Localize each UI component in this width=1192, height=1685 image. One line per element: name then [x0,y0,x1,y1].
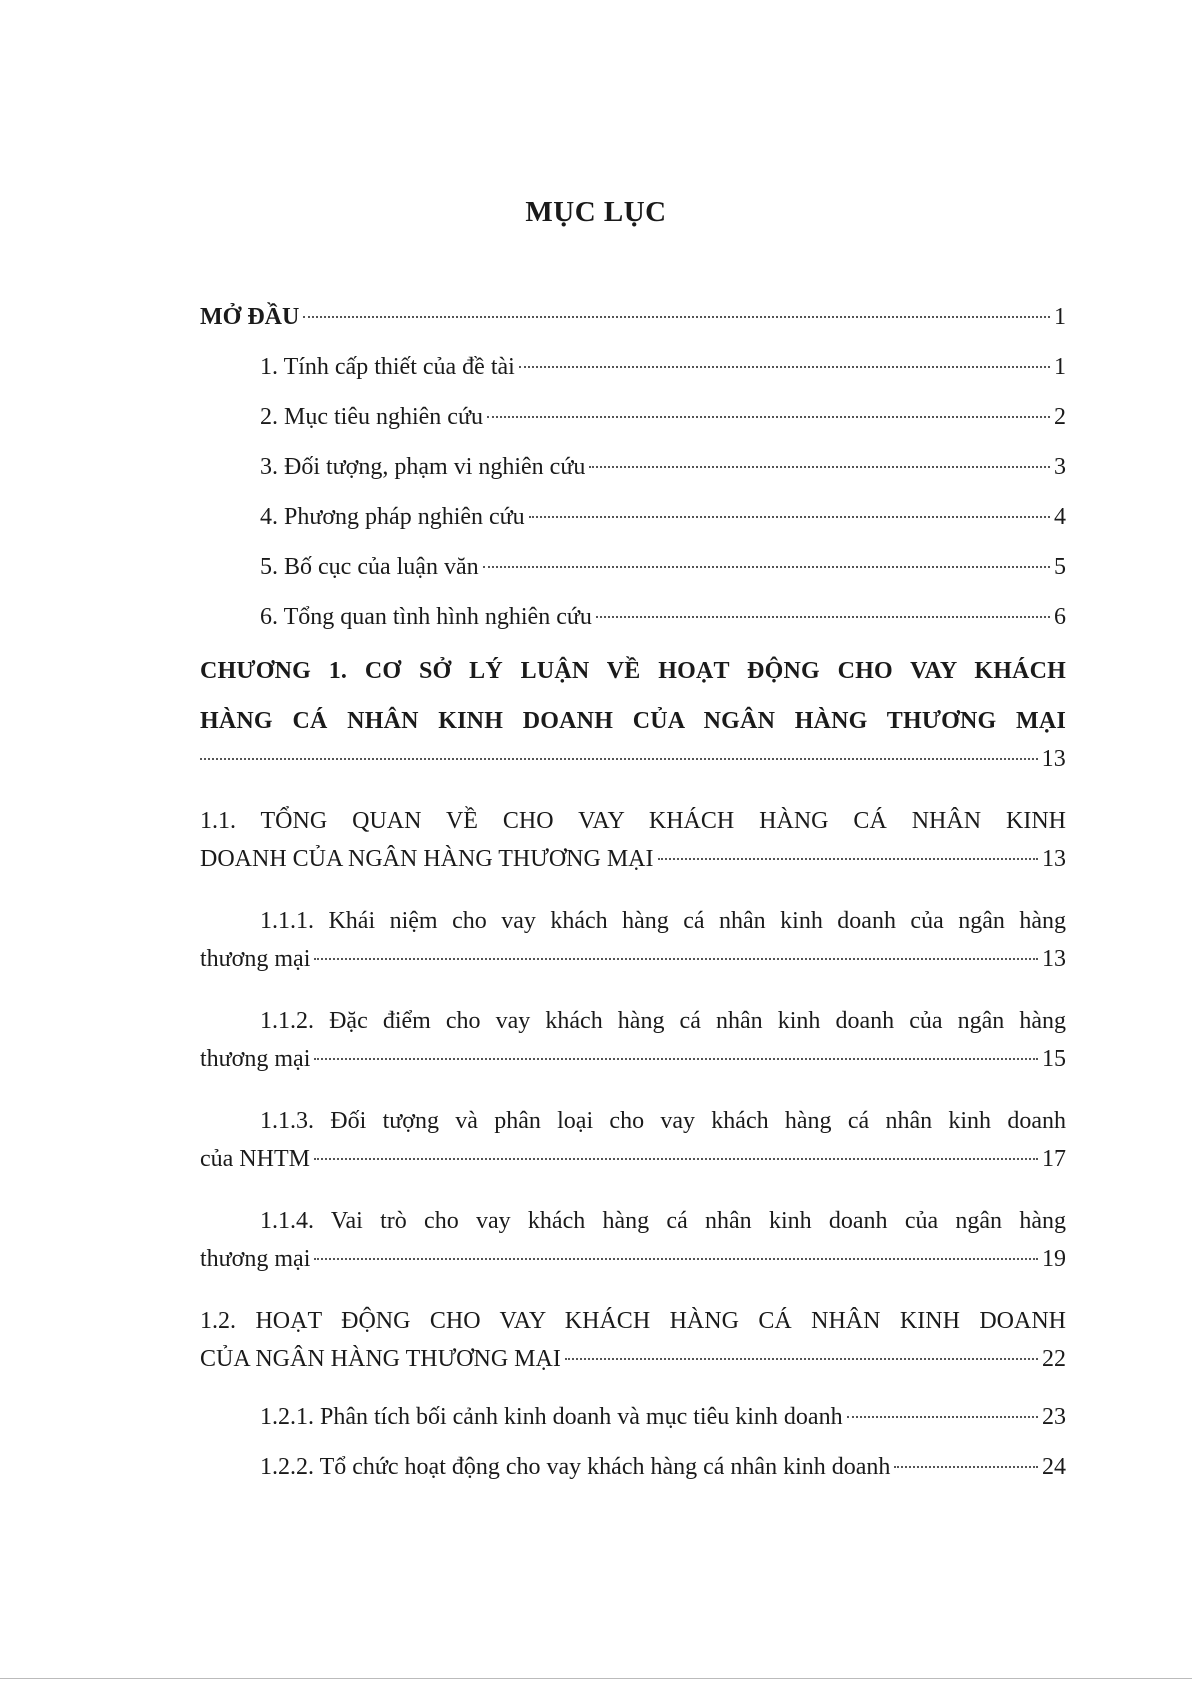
toc-page-number: 15 [1042,1046,1066,1072]
toc-entry-text-line2: DOANH CỦA NGÂN HÀNG THƯƠNG MẠI [200,846,654,872]
toc-entry-text: 4. Phương pháp nghiên cứu [260,504,525,530]
toc-page-number: 22 [1042,1346,1066,1372]
toc-page-number: 13 [1042,946,1066,972]
toc-page-number: 5 [1054,554,1066,580]
toc-entry-1[interactable] [200,346,1066,396]
toc-entry-text: 2. Mục tiêu nghiên cứu [260,404,483,430]
toc-entry-text-line1: 1.1.4. Vai trò cho vay khách hàng cá nhân kinh doanh của ngân hàng [260,1208,1066,1234]
toc-entry-text-line2: thương mại [200,946,311,972]
toc-entry-section-1-1-2[interactable] [200,996,1066,1096]
toc-entry-text-line1: 1.1.3. Đối tượng và phân loại cho vay khách hàng cá nhân kinh doanh [260,1108,1066,1134]
dot-leader [314,1058,1038,1060]
toc-entry-text-line1: 1.2. HOẠT ĐỘNG CHO VAY KHÁCH HÀNG CÁ NHÂN KINH DOANH [200,1308,1066,1334]
toc-page-number: 13 [1042,846,1066,872]
toc-entry-text-line1: 1.1. TỔNG QUAN VỀ CHO VAY KHÁCH HÀNG CÁ NHÂN KINH [200,808,1066,834]
toc-page-number: 6 [1054,604,1066,630]
toc-entry-text-line2: của NHTM [200,1146,310,1172]
dot-leader [483,566,1050,568]
dot-leader [314,1258,1038,1260]
dot-leader [200,758,1038,760]
page-bottom-edge [0,1678,1192,1679]
toc-page-number: 1 [1054,304,1066,330]
toc-entry-3[interactable] [200,446,1066,496]
toc-page-number: 4 [1054,504,1066,530]
dot-leader [565,1358,1038,1360]
toc-entry-5[interactable] [200,546,1066,596]
dot-leader [589,466,1050,468]
toc-entry-6[interactable] [200,596,1066,646]
toc-entry-text: 1.2.1. Phân tích bối cảnh kinh doanh và mục tiêu kinh doanh [260,1404,843,1430]
toc-page-number: 1 [1054,354,1066,380]
dot-leader [314,958,1038,960]
dot-leader [529,516,1050,518]
toc-entry-4[interactable] [200,496,1066,546]
page-title: MỤC LỤC [525,196,667,228]
dot-leader [596,616,1050,618]
dot-leader [894,1466,1038,1468]
dot-leader [847,1416,1038,1418]
table-of-contents [200,296,1066,1496]
toc-entry-text-line2: thương mại [200,1046,311,1072]
toc-page-number: 3 [1054,454,1066,480]
toc-entry-text: 5. Bố cục của luận văn [260,554,479,580]
toc-entry-text: 1.2.2. Tổ chức hoạt động cho vay khách hàng cá nhân kinh doanh [260,1454,891,1480]
dot-leader [303,316,1050,318]
toc-page-number: 17 [1042,1146,1066,1172]
toc-entry-text: 6. Tổng quan tình hình nghiên cứu [260,604,592,630]
toc-entry-text: 1. Tính cấp thiết của đề tài [260,354,515,380]
toc-page-number: 24 [1042,1454,1066,1480]
toc-entry-section-1-1-1[interactable] [200,896,1066,996]
toc-entry-section-1-1-3[interactable] [200,1096,1066,1196]
toc-entry-text-line1: CHƯƠNG 1. CƠ SỞ LÝ LUẬN VỀ HOẠT ĐỘNG CHO VAY KHÁCH [200,658,1066,684]
toc-page-number: 23 [1042,1404,1066,1430]
toc-entry-text-line1: 1.1.1. Khái niệm cho vay khách hàng cá nhân kinh doanh của ngân hàng [260,908,1066,934]
toc-entry-mo-dau[interactable] [200,296,1066,346]
toc-page-number: 13 [1041,746,1066,772]
toc-entry-text-line2: CỦA NGÂN HÀNG THƯƠNG MẠI [200,1346,561,1372]
toc-entry-text-line1: 1.1.2. Đặc điểm cho vay khách hàng cá nhân kinh doanh của ngân hàng [260,1008,1066,1034]
toc-page-number: 19 [1042,1246,1066,1272]
toc-entry-text-line2: HÀNG CÁ NHÂN KINH DOANH CỦA NGÂN HÀNG THƯƠNG MẠI [200,708,1066,734]
dot-leader [658,858,1038,860]
toc-entry-section-1-2[interactable] [200,1296,1066,1396]
toc-entry-section-1-2-2[interactable] [200,1446,1066,1496]
toc-entry-section-1-1[interactable] [200,796,1066,896]
toc-page-number: 2 [1054,404,1066,430]
toc-entry-section-1-1-4[interactable] [200,1196,1066,1296]
toc-entry-section-1-2-1[interactable] [200,1396,1066,1446]
dot-leader [519,366,1050,368]
toc-entry-2[interactable] [200,396,1066,446]
toc-entry-text-line2: thương mại [200,1246,311,1272]
toc-entry-chapter-1[interactable] [200,646,1066,796]
toc-entry-text: 3. Đối tượng, phạm vi nghiên cứu [260,454,586,480]
dot-leader [314,1158,1038,1160]
toc-entry-text: MỞ ĐẦU [200,304,300,330]
dot-leader [487,416,1050,418]
